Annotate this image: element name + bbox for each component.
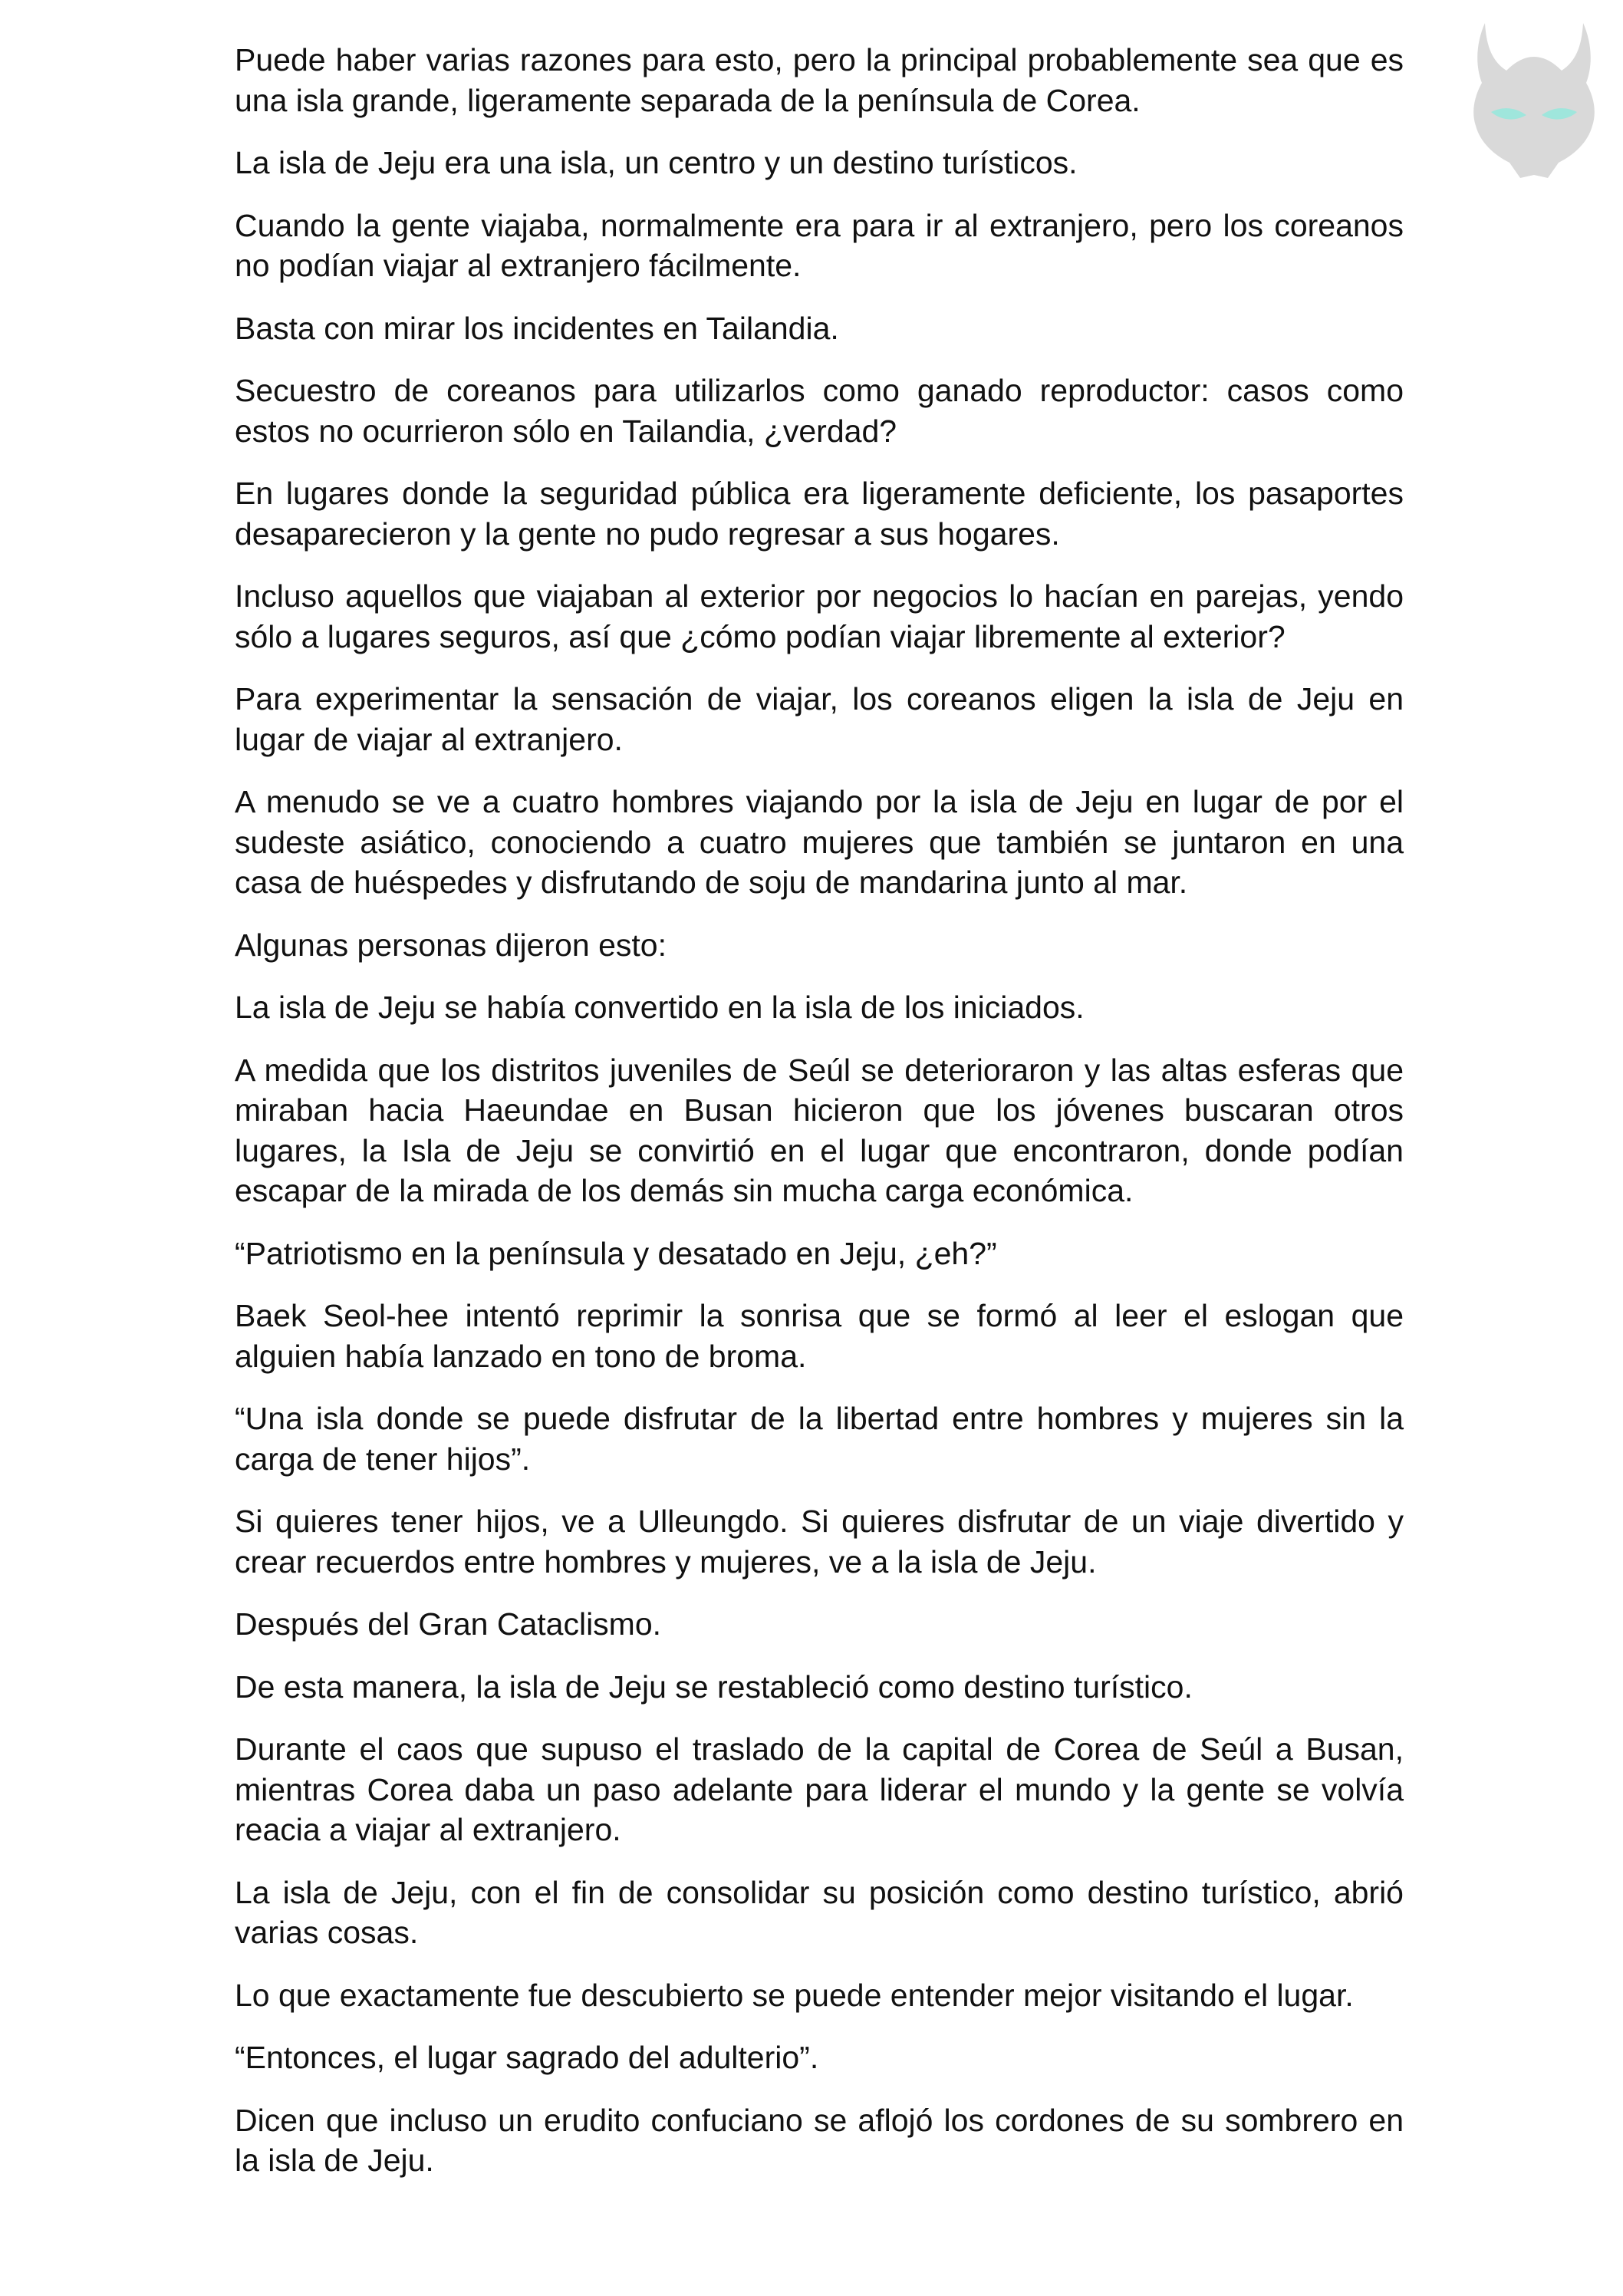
paragraph: En lugares donde la seguridad pública era ligeramente deficiente, los pasaportes desaparecieron y la gente no pudo regresar a sus hogares. xyxy=(235,476,1404,552)
document-body xyxy=(235,40,1404,2203)
paragraph: A menudo se ve a cuatro hombres viajando por la isla de Jeju en lugar de por el sudeste asiático, conociendo a cuatro mujeres que también se juntaron en una casa de huéspedes y disfrutando de soju de mandarina junto al mar. xyxy=(235,784,1404,900)
paragraph: Secuestro de coreanos para utilizarlos como ganado reproductor: casos como estos no ocurrieron sólo en Tailandia, ¿verdad? xyxy=(235,373,1404,449)
paragraph: “Entonces, el lugar sagrado del adulterio”. xyxy=(235,2040,819,2075)
paragraph: “Patriotismo en la península y desatado en Jeju, ¿eh?” xyxy=(235,1235,997,1271)
paragraph: Dicen que incluso un erudito confuciano se aflojó los cordones de su sombrero en la isla de Jeju. xyxy=(235,2102,1404,2178)
paragraph: Para experimentar la sensación de viajar, los coreanos eligen la isla de Jeju en lugar de viajar al extranjero. xyxy=(235,681,1404,757)
paragraph: Incluso aquellos que viajaban al exterior por negocios lo hacían en parejas, yendo sólo a lugares seguros, así que ¿cómo podían viajar libremente al exterior? xyxy=(235,578,1404,654)
paragraph: Si quieres tener hijos, ve a Ulleungdo. Si quieres disfrutar de un viaje divertido y crear recuerdos entre hombres y mujeres, ve a la isla de Jeju. xyxy=(235,1504,1404,1580)
paragraph: Baek Seol-hee intentó reprimir la sonrisa que se formó al leer el eslogan que alguien había lanzado en tono de broma. xyxy=(235,1298,1404,1374)
demon-head-shape xyxy=(1473,23,1595,178)
paragraph: Lo que exactamente fue descubierto se puede entender mejor visitando el lugar. xyxy=(235,1977,1354,2013)
paragraph: Basta con mirar los incidentes en Tailandia. xyxy=(235,310,839,346)
paragraph: Después del Gran Cataclismo. xyxy=(235,1606,662,1642)
paragraph: De esta manera, la isla de Jeju se restableció como destino turístico. xyxy=(235,1668,1193,1705)
paragraph: La isla de Jeju era una isla, un centro y un destino turísticos. xyxy=(235,145,1078,180)
paragraph: “Una isla donde se puede disfrutar de la libertad entre hombres y mujeres sin la carga de tener hijos”. xyxy=(235,1401,1404,1477)
paragraph: Puede haber varias razones para esto, pero la principal probablemente sea que es una isla grande, ligeramente separada de la península de Corea. xyxy=(235,42,1404,118)
paragraph: La isla de Jeju se había convertido en la isla de los iniciados. xyxy=(235,990,1085,1025)
paragraph: Algunas personas dijeron esto: xyxy=(235,927,667,963)
paragraph: La isla de Jeju, con el fin de consolidar su posición como destino turístico, abrió varias cosas. xyxy=(235,1874,1404,1950)
paragraph: A medida que los distritos juveniles de Seúl se deterioraron y las altas esferas que miraban hacia Haeundae en Busan hicieron que los jóvenes buscaran otros lugares, la Isla de Jeju se convirtió en el lugar que encontraron, donde podían escapar de la mirada de los demás sin mucha carga económica. xyxy=(235,1052,1404,1208)
paragraph: Durante el caos que supuso el traslado de la capital de Corea de Seúl a Busan, mientras Corea daba un paso adelante para liderar el mundo y la gente se volvía reacia a viajar al extranjero. xyxy=(235,1731,1404,1847)
demon-head-icon xyxy=(1463,17,1605,186)
paragraph: Cuando la gente viajaba, normalmente era para ir al extranjero, pero los coreanos no podían viajar al extranjero fácilmente. xyxy=(235,207,1404,283)
